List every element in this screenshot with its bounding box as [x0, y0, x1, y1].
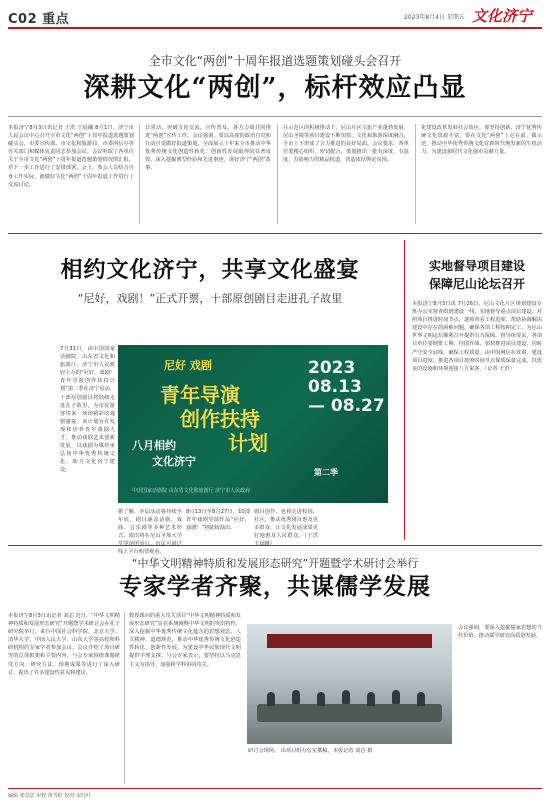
story3-column-3: 会议强调，要深入挖掘儒家思想的当代价值，推动儒学研究高质量发展。 [458, 625, 542, 640]
poster-slogan-2: 文化济宁 [152, 455, 196, 468]
sidebar-divider [404, 240, 405, 540]
story1-column-4: 化建设改革发展社会效应。要坚持创新，济宁优秀传统文化资源丰富，要在文化“两创”上走在前、做示范，推动中华优秀传统文化在新时代焕发新的生机活力，为建设新时代文化强市贡献力量。 [421, 125, 542, 156]
seminar-photo [247, 624, 452, 744]
event-poster [118, 345, 388, 503]
story3-column-2: 数授课向的重大攻关项目“中华文明精神特质和发展形态研究”旨在系统阐释中华文明的突出特性，深入挖掘中华优秀传统文化蕴含的思想观念、人文精神、道德规范，推动中华优秀传统文化创造性转化、创新性发展，为建设中华民族现代文明提供学理支撑。与会专家表示，要坚持以马克思主义为指导，加强跨学科协同攻关。 [129, 613, 241, 668]
section-divider [8, 545, 542, 546]
column-divider [277, 124, 278, 224]
story1-column-1: 本报济宁8月3日讯记者 王洪 王晨曦 8月1日，济宁市人民会议中心召开全市文化“两创”十周年报道选题策划碰头会，市委宣传部、市文化和旅游局、市委网信办等有关部门和媒体负责同志参加会议。会议听取了各单位关于全市文化“两创”十周年报道选题策划情况的汇报，对下一步工作进行了安排部署。会上，参会人员结合自身工作实际，就做好文化“两创”十周年报道工作进行了交流讨论。 [8, 125, 134, 188]
footer-rule [8, 788, 542, 789]
story2-column-3: 8月13日至8月27日，10部青年戏剧导演作品“尼好，戏剧！”将陆续演出。 [186, 509, 250, 532]
story3-kicker: “中华文明精神特质和发展形态研究”开题暨学术研讨会举行 [131, 557, 419, 570]
page-code: C02 重点 [8, 12, 70, 27]
story2-column-1: 7月31日，由中国国家话剧院、山东省文化和旅游厅、济宁市人民政府主办的“尼好，戏剧！青年导演创作扶持计划”第二季在济宁启动，十部原创剧目将陆续走进孔子故里，为市民游客带来一场场精彩的戏剧盛宴。该计划旨在发现和培养青年戏剧人才，推动戏剧艺术创新发展，以戏剧为媒传承弘扬中华优秀传统文化，助力文化济宁建设。 [60, 346, 115, 474]
poster-title-2: 创作扶持 [180, 407, 260, 431]
story1-column-3: 在示范区的积极推动下，尼山片区文旅产业蓬勃发展，尼山圣境等项目建设不断加快，文化和旅游深度融合，全市上下形成了合力推进的良好局面。会议要求，各单位要精心组织、密切配合，策划推出一批有深度、有温度、有影响力的精品报道，营造浓厚舆论氛围。 [283, 125, 409, 164]
poster-title-3: 计划 [228, 431, 268, 455]
story2-headline: 相约文化济宁，共享文化盛宴 [60, 257, 360, 283]
sidebar-headline-1: 实地督导项目建设 [428, 259, 525, 273]
photo-credit: 由项目组办公室撰稿，本报记者 刘芯 摄 [280, 748, 373, 754]
poster-organizer: 中国国家话剧院 山东省文化和旅游厅 济宁市人民政府 [132, 488, 251, 494]
brand-logo: 文化济宁 [472, 7, 533, 25]
section-divider [8, 233, 542, 234]
story1-column-2: 日常动，突破文化交流，宣传普及，各方力量共同推进“两创”宣传工作。会议强调，要以高度的政治自觉和行动自觉做好报道策划，全面展示十年来全市推动中华优秀传统文化创造性转化、创新性发展取得的显著成效，深入挖掘典型经验和先进事迹，讲好济宁“两创”故事。 [145, 125, 271, 172]
poster-season: 第二季 [314, 468, 338, 477]
poster-top-line: 尼好 戏剧 [164, 359, 212, 372]
story3-column-1: 本报济宁8月3日讯记者 刘芯 近日，“中华文明精神特质和发展形态研究”开题暨学术研讨会在孔子研究院举行。来自中国社会科学院、北京大学、清华大学、中国人民大学、山东大学等高校和科研机构的专家学者参加会议。会议介绍了项目研究的总体框架和主要内容，与会专家围绕课题研究方向、研究方法、预期成果等进行了深入研讨，提出了许多建设性意见和建议。 [8, 613, 120, 676]
issue-date: 2023年8月4日 星期五 [404, 14, 465, 21]
column-divider [139, 124, 140, 224]
story2-column-4: 剧目创作，也将走进校园、社区，推动优秀剧目惠及更多群众，让文化发展成果更好地惠及人民群众。（王洪 [254, 509, 318, 540]
story1-top-rule [8, 116, 542, 117]
poster-dates: 2023 08.13 — 08.27 [308, 358, 385, 416]
photo-caption-text: 研讨会现场。 [248, 748, 280, 754]
poster-title-1: 青年导演 [160, 383, 240, 407]
story1-kicker: 全市文化“两创”十周年报道选题策划碰头会召开 [148, 54, 402, 68]
story3-headline: 专家学者齐聚，共谋儒学发展 [119, 573, 431, 600]
column-divider [415, 124, 416, 224]
sidebar-headline-2: 保障尼山论坛召开 [428, 277, 525, 291]
sidebar-text: 本报济宁8月3日讯 7月26日，尼山文化片区规划建设专班办公室督查组到建设一线，实地督导重点项目建设，对照项目推进时间节点，逐项查看工程进度，帮助协调解决建设中存在的困难问题，确保各项工程按期完工，为尼山世界文明论坛顺利召开提供有力保障。督导组要求，各项目单位要倒排工期、挂图作战，加快推进项目建设，同时严守安全底线，确保工程质量。由中国网信在发调，建设项目进度，推进各项目按照时间节点保质保量完成，以优良的设施和环境迎接八方来客。（记者 王洪） [412, 301, 542, 372]
story2-subhead: “尼好，戏剧！”正式开票，十部原创剧目走进孔子故里 [77, 292, 343, 305]
photo-caption [248, 748, 452, 756]
footer-credits: 编辑 张思思 审校 黄雪虹 校对 宋红叶 [8, 793, 91, 799]
story1-headline: 深耕文化“两创”，标杆效应凸显 [83, 73, 467, 103]
story2-column-2: 据了解，本届活动将持续至年底，剧目涵盖话剧、戏曲、音乐剧等多种艺术形式，演出将在尼山圣境大学 线上平台购票观看。 [118, 509, 182, 556]
poster-slogan-1: 八月相约 [132, 439, 176, 452]
header-rule [8, 27, 542, 29]
column-divider [124, 612, 125, 784]
